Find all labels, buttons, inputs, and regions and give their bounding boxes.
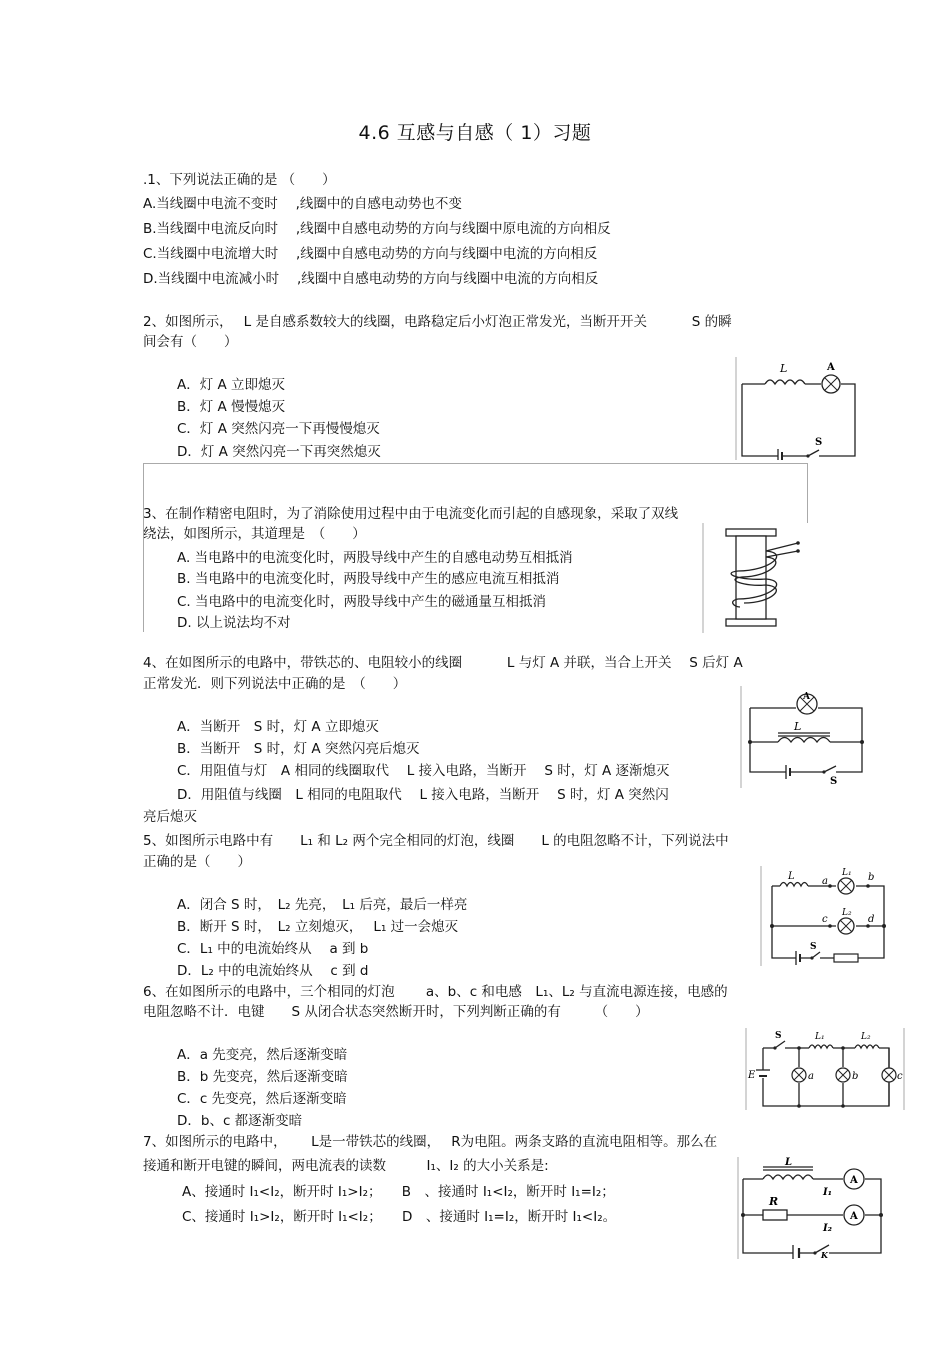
q4-option-a: A．当断开 S 时，灯 A 立即熄灭	[177, 719, 379, 735]
q2-switch-icon	[806, 450, 819, 458]
q2-circuit-figure	[735, 357, 861, 460]
q5-resistor-icon	[834, 954, 858, 962]
q2-lamp-a-icon	[822, 375, 840, 393]
q5-label-l2: L₂	[842, 908, 852, 918]
q4-stem-line1: 4、在如图所示的电路中，带铁芯的、电阻较小的线圈 L 与灯 A 并联，当合上开关 S 后灯 A	[143, 655, 743, 671]
q7-label-r: R	[769, 1195, 779, 1208]
q2-label-s: S	[815, 437, 823, 448]
q6-option-c: C．c 先变亮，然后逐渐变暗	[177, 1091, 347, 1107]
q6-option-a: A．a 先变亮，然后逐渐变暗	[177, 1047, 348, 1063]
q6-stem-line1: 6、在如图所示的电路中，三个相同的灯泡 a、b、c 和电感 L₁、L₂ 与直流电源连接，电感的	[143, 984, 728, 1000]
q3-option-a: A. 当电路中的电流变化时，两股导线中产生的自感电动势互相抵消	[177, 550, 573, 566]
q1-option-c: C.当线圈中电流增大时 ,线圈中自感电动势的方向与线圈中电流的方向相反	[143, 246, 598, 262]
q6-inductor-l1-coil	[809, 1045, 833, 1048]
q4-label-s: S	[830, 776, 838, 787]
q2-label-a: A	[827, 362, 835, 373]
q7-label-i2: I₂	[823, 1223, 833, 1234]
q4-option-c: C．用阻值与灯 A 相同的线圈取代 L 接入电路，当断开 S 时，灯 A 逐渐熄灭	[177, 763, 670, 779]
q6-switch-icon	[773, 1041, 785, 1050]
q5-stem-line2: 正确的是（ ）	[143, 854, 251, 870]
q5-label-d: d	[868, 914, 875, 925]
q3-stem-line2: 绕法，如图所示，其道理是 （ ）	[143, 526, 366, 542]
q6-circuit-figure	[745, 1028, 905, 1110]
q5-label-l1: L₁	[842, 868, 852, 878]
q2-inductor-coil	[765, 380, 805, 384]
q6-lamp-c-icon	[882, 1068, 896, 1082]
q1-option-d: D.当线圈中电流减小时 ,线圈中自感电动势的方向与线圈中电流的方向相反	[143, 271, 599, 287]
q7-circuit-figure	[737, 1157, 887, 1259]
q6-lamp-a-icon	[792, 1068, 806, 1082]
q6-option-d: D．b、c 都逐渐变暗	[177, 1113, 303, 1129]
q4-label-a: A	[803, 692, 810, 702]
q5-label-l: L	[788, 871, 795, 882]
q7-label-a1: A	[850, 1175, 858, 1186]
q7-stem-line1: 7、如图所示的电路中， L是一带铁芯的线圈， R为电阻。两条支路的直流电阻相等。那么在	[143, 1134, 718, 1150]
q6-label-e: E	[748, 1070, 756, 1081]
q6-label-c: c	[897, 1071, 903, 1082]
q7-label-i1: I₁	[823, 1187, 833, 1198]
q7-inductor-coil	[763, 1175, 813, 1179]
q7-battery-icon	[793, 1245, 799, 1259]
q6-label-s: S	[775, 1031, 782, 1041]
q1-option-b: B.当线圈中电流反向时 ,线圈中自感电动势的方向与线圈中原电流的方向相反	[143, 221, 611, 237]
q4-option-b: B．当断开 S 时，灯 A 突然闪亮后熄灭	[177, 741, 420, 757]
q7-label-k: K	[821, 1250, 828, 1259]
q6-label-b: b	[852, 1071, 859, 1082]
q5-inductor-coil	[780, 883, 808, 887]
q5-circuit-figure	[760, 866, 896, 966]
q7-stem-line2: 接通和断开电键的瞬间，两电流表的读数 I₁、I₂ 的大小关系是:	[143, 1158, 549, 1174]
q5-label-s: S	[810, 942, 817, 952]
q7-options-row2: C、接通时 I₁>I₂，断开时 I₁<I₂； D 、接通时 I₁=I₂，断开时 I₁<I₂。	[182, 1209, 617, 1225]
q6-label-a: a	[808, 1071, 814, 1082]
q4-label-l: L	[794, 720, 802, 733]
q2-option-b: B．灯 A 慢慢熄灭	[177, 399, 286, 415]
q5-lamp-l1-icon	[838, 878, 854, 894]
q5-stem-line1: 5、如图所示电路中有 L₁ 和 L₂ 两个完全相同的灯泡，线圈 L 的电阻忽略不计，下列说法中	[143, 833, 729, 849]
q5-battery-icon	[796, 951, 800, 965]
q7-label-a2: A	[850, 1211, 858, 1222]
q4-switch-icon	[822, 766, 836, 774]
q4-option-d: D．用阻值与线圈 L 相同的电阻取代 L 接入电路，当断开 S 时，灯 A 突然闪	[177, 787, 669, 803]
q3-stem-line1: 3、在制作精密电阻时，为了消除使用过程中由于电流变化而引起的自感现象，采取了双线	[143, 506, 679, 522]
q3-option-c: C. 当电路中的电流变化时，两股导线中产生的磁通量互相抵消	[177, 594, 547, 610]
q6-label-l1: L₁	[815, 1032, 825, 1042]
q1-option-a: A.当线圈中电流不变时 ,线圈中的自感电动势也不变	[143, 196, 462, 212]
q5-switch-icon	[810, 952, 820, 960]
q4-stem-line2: 正常发光．则下列说法中正确的是 （ ）	[143, 676, 407, 692]
q2-option-c: C．灯 A 突然闪亮一下再慢慢熄灭	[177, 421, 380, 437]
q2-label-l: L	[780, 362, 788, 375]
q5-option-b: B．断开 S 时， L₂ 立刻熄灭， L₁ 过一会熄灭	[177, 919, 459, 935]
q5-option-a: A．闭合 S 时， L₂ 先亮， L₁ 后亮，最后一样亮	[177, 897, 468, 913]
q6-stem-line2: 电阻忽略不计．电键 S 从闭合状态突然断开时，下列判断正确的有 （ ）	[143, 1004, 649, 1020]
q4-inductor-coil	[778, 738, 830, 743]
q5-lamp-l2-icon	[838, 918, 854, 934]
q1-stem: .1、下列说法正确的是 （ ）	[143, 172, 336, 188]
q2-option-d: D．灯 A 突然闪亮一下再突然熄灭	[177, 444, 381, 460]
q7-options-row1: A、接通时 I₁<I₂，断开时 I₁>I₂； B 、接通时 I₁<I₂，断开时 I₁=I₂；	[182, 1184, 615, 1200]
q4-option-d-tail: 亮后熄灭	[143, 809, 197, 825]
q2-stem-line2: 间会有（ ）	[143, 334, 238, 350]
q7-label-l: L	[785, 1157, 793, 1168]
q6-label-l2: L₂	[861, 1032, 871, 1042]
q3-option-d: D. 以上说法均不对	[177, 615, 291, 631]
q5-option-d: D．L₂ 中的电流始终从 c 到 d	[177, 963, 369, 979]
q2-stem-line1: 2、如图所示， L 是自感系数较大的线圈，电路稳定后小灯泡正常发光，当断开开关 S 的瞬	[143, 314, 732, 330]
q6-lamp-b-icon	[836, 1068, 850, 1082]
q2-battery-icon	[778, 449, 782, 460]
q5-option-c: C．L₁ 中的电流始终从 a 到 b	[177, 941, 369, 957]
q6-battery-icon	[756, 1070, 770, 1076]
q5-label-b: b	[868, 872, 875, 883]
q6-option-b: B．b 先变亮，然后逐渐变暗	[177, 1069, 348, 1085]
q6-inductor-l2-coil	[855, 1045, 879, 1048]
q3-bifilar-resistor-figure	[700, 523, 806, 633]
q5-label-c: c	[822, 914, 828, 925]
q4-battery-icon	[786, 765, 790, 779]
q2-option-a: A．灯 A 立即熄灭	[177, 377, 286, 393]
page-title: 4.6 互感与自感（ 1）习题	[358, 122, 592, 144]
q7-resistor-icon	[763, 1210, 787, 1220]
q3-option-b: B. 当电路中的电流变化时，两股导线中产生的感应电流互相抵消	[177, 571, 560, 587]
q4-circuit-figure	[740, 686, 876, 788]
q5-label-a: a	[822, 876, 828, 887]
